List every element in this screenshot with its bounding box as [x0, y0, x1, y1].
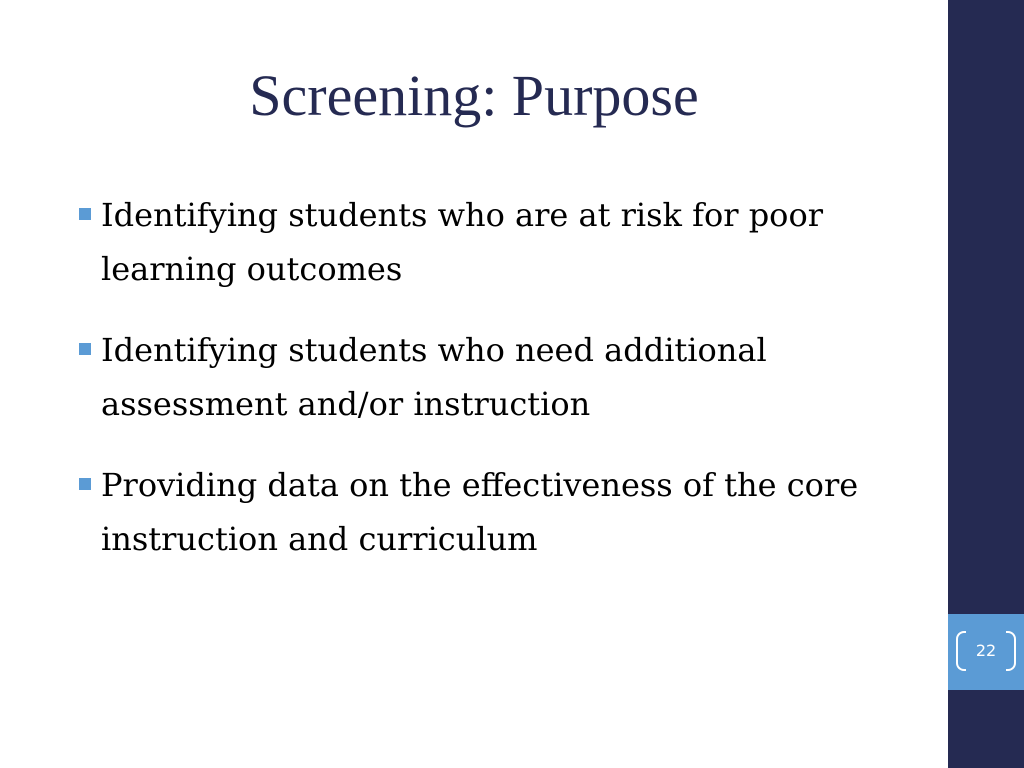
bullet-text: Providing data on the effectiveness of the core instruction and curriculum — [101, 466, 859, 558]
bullet-text: Identifying students who need additional assessment and/or instruction — [101, 331, 767, 423]
page-number: 22 — [975, 641, 997, 660]
bullet-text: Identifying students who are at risk for poor learning outcomes — [101, 196, 823, 288]
page-number-box — [948, 614, 1024, 690]
bullet-item — [76, 458, 876, 566]
bullet-item — [76, 323, 876, 431]
square-bullet-icon — [79, 478, 91, 490]
slide-title: Screening: Purpose — [249, 63, 699, 128]
square-bullet-icon — [79, 208, 91, 220]
bullet-item — [76, 188, 876, 296]
right-bracket-icon — [1006, 631, 1016, 671]
bullet-list — [76, 188, 876, 593]
square-bullet-icon — [79, 343, 91, 355]
